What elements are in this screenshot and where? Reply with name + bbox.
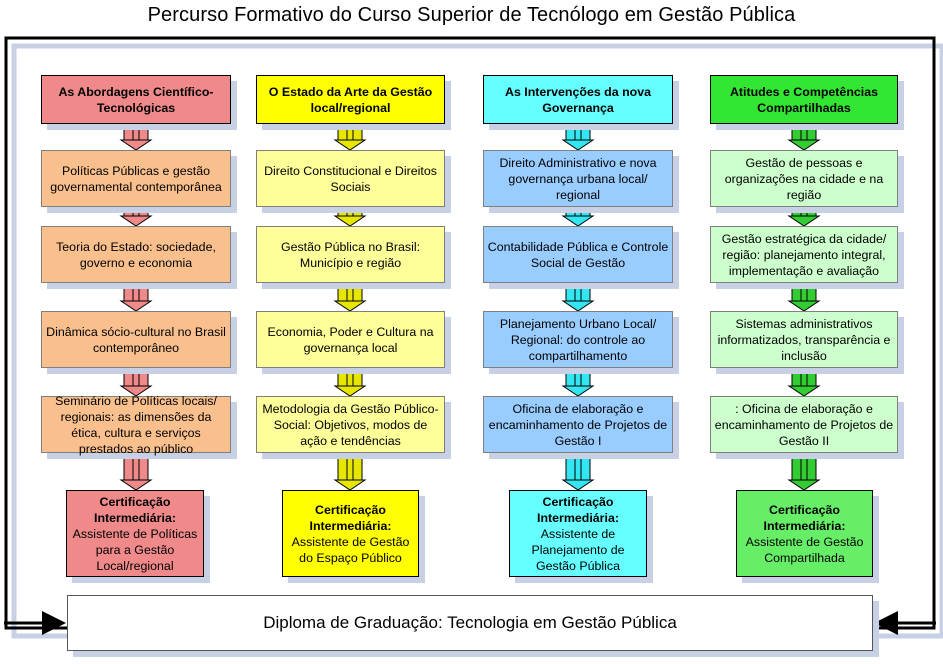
intervencoes-header — [483, 75, 673, 124]
atitudes-course-1-label: Gestão de pessoas e organizações na cidade e na região — [724, 155, 884, 202]
abordagens-flow-arrow-2 — [121, 207, 151, 226]
abordagens-course-1-label: Políticas Públicas e gestão governamental contemporânea — [50, 163, 222, 194]
diploma-label: Diploma de Graduação: Tecnologia em Gestão Pública — [263, 613, 677, 632]
abordagens-course-2 — [41, 226, 231, 283]
estado-arte-header — [256, 75, 445, 124]
intervencoes-course-1 — [483, 150, 673, 207]
abordagens-flow-arrow-5 — [121, 453, 151, 490]
atitudes-course-1 — [710, 150, 898, 207]
estado-arte-header-label: O Estado da Arte da Gestão local/regional — [268, 84, 433, 115]
estado-arte-certification — [282, 490, 419, 577]
estado-arte-course-1 — [256, 150, 445, 207]
diagram-title: Percurso Formativo do Curso Superior de Tecnólogo em Gestão Pública — [147, 4, 796, 26]
abordagens-flow-arrow-1 — [121, 124, 151, 150]
atitudes-header-label: Atitudes e Competências Compartilhadas — [729, 84, 879, 115]
atitudes-course-3-label: Sistemas administrativos informatizados, transparência e inclusão — [717, 316, 891, 363]
abordagens-certification — [66, 490, 204, 577]
estado-arte-certification-title: Certificação Intermediária: — [309, 502, 392, 533]
estado-arte-course-2-label: Gestão Pública no Brasil: Município e região — [280, 239, 421, 270]
estado-arte-flow-arrow-1 — [335, 124, 365, 150]
atitudes-flow-arrow-1 — [789, 124, 819, 150]
abordagens-header — [41, 75, 231, 124]
intervencoes-flow-arrow-3 — [563, 283, 593, 311]
intervencoes-flow-arrow-4 — [563, 368, 593, 396]
estado-arte-flow-arrow-3 — [335, 283, 365, 311]
abordagens-header-label: As Abordagens Científico-Tecnológicas — [58, 84, 214, 115]
abordagens-course-4 — [41, 393, 231, 456]
abordagens-course-4-label: Seminário de Políticas locais/ regionais: as dimensões da ética, cultura e serviços prestados ao público — [55, 393, 217, 456]
diploma-box — [67, 595, 873, 651]
estado-arte-flow-arrow-2 — [335, 207, 365, 226]
intervencoes-course-2 — [483, 226, 673, 283]
estado-arte-course-3-label: Economia, Poder e Cultura na governança local — [267, 324, 434, 355]
intervencoes-certification — [509, 490, 647, 577]
intervencoes-flow-arrow-1 — [563, 124, 593, 150]
atitudes-certification-subtitle: Assistente de Gestão Compartilhada — [745, 534, 864, 565]
intervencoes-course-4-label: Oficina de elaboração e encaminhamento de Projetos de Gestão I — [488, 401, 668, 448]
intervencoes-course-3 — [483, 311, 673, 368]
atitudes-flow-arrow-2 — [789, 207, 819, 226]
abordagens-certification-title: Certificação Intermediária: — [94, 494, 176, 525]
abordagens-course-2-label: Teoria do Estado: sociedade, governo e economia — [56, 239, 216, 270]
estado-arte-course-3 — [256, 311, 445, 368]
intervencoes-certification-title: Certificação Intermediária: — [537, 494, 619, 525]
abordagens-course-3-label: Dinâmica sócio-cultural no Brasil contemporâneo — [46, 324, 226, 355]
atitudes-flow-arrow-3 — [789, 283, 819, 311]
intervencoes-flow-arrow-5 — [563, 453, 593, 490]
intervencoes-certification-subtitle: Assistente de Planejamento de Gestão Pública — [531, 526, 625, 573]
atitudes-header — [710, 75, 898, 124]
estado-arte-flow-arrow-5 — [335, 453, 365, 490]
atitudes-certification — [736, 490, 873, 577]
estado-arte-course-2 — [256, 226, 445, 283]
atitudes-course-3 — [710, 311, 898, 368]
abordagens-course-1 — [41, 150, 231, 207]
atitudes-flow-arrow-4 — [789, 368, 819, 396]
intervencoes-course-2-label: Contabilidade Pública e Controle Social de Gestão — [487, 239, 669, 270]
atitudes-certification-title: Certificação Intermediária: — [763, 502, 846, 533]
intervencoes-flow-arrow-2 — [563, 207, 593, 226]
intervencoes-course-1-label: Direito Administrativo e nova governança urbana local/ regional — [499, 155, 657, 202]
intervencoes-header-label: As Intervenções da nova Governança — [505, 84, 651, 115]
abordagens-course-3 — [41, 311, 231, 368]
abordagens-certification-subtitle: Assistente de Políticas para a Gestão Local/regional — [72, 526, 198, 573]
abordagens-flow-arrow-3 — [121, 283, 151, 311]
atitudes-course-2-label: Gestão estratégica da cidade/ região: planejamento integral, implementação e avaliação — [721, 231, 887, 278]
intervencoes-course-4 — [483, 396, 673, 453]
estado-arte-certification-subtitle: Assistente de Gestão do Espaço Público — [291, 534, 410, 565]
estado-arte-course-4 — [256, 396, 445, 453]
atitudes-flow-arrow-5 — [789, 453, 819, 490]
atitudes-course-4 — [710, 396, 898, 453]
atitudes-course-4-label: : Oficina de elaboração e encaminhamento de Projetos de Gestão II — [714, 401, 894, 448]
estado-arte-flow-arrow-4 — [335, 368, 365, 396]
intervencoes-course-3-label: Planejamento Urbano Local/ Regional: do controle ao compartilhamento — [499, 316, 657, 363]
atitudes-course-2 — [710, 226, 898, 283]
estado-arte-course-4-label: Metodologia da Gestão Público-Social: Objetivos, modos de ação e tendências — [262, 401, 439, 448]
estado-arte-course-1-label: Direito Constitucional e Direitos Sociais — [264, 163, 437, 194]
